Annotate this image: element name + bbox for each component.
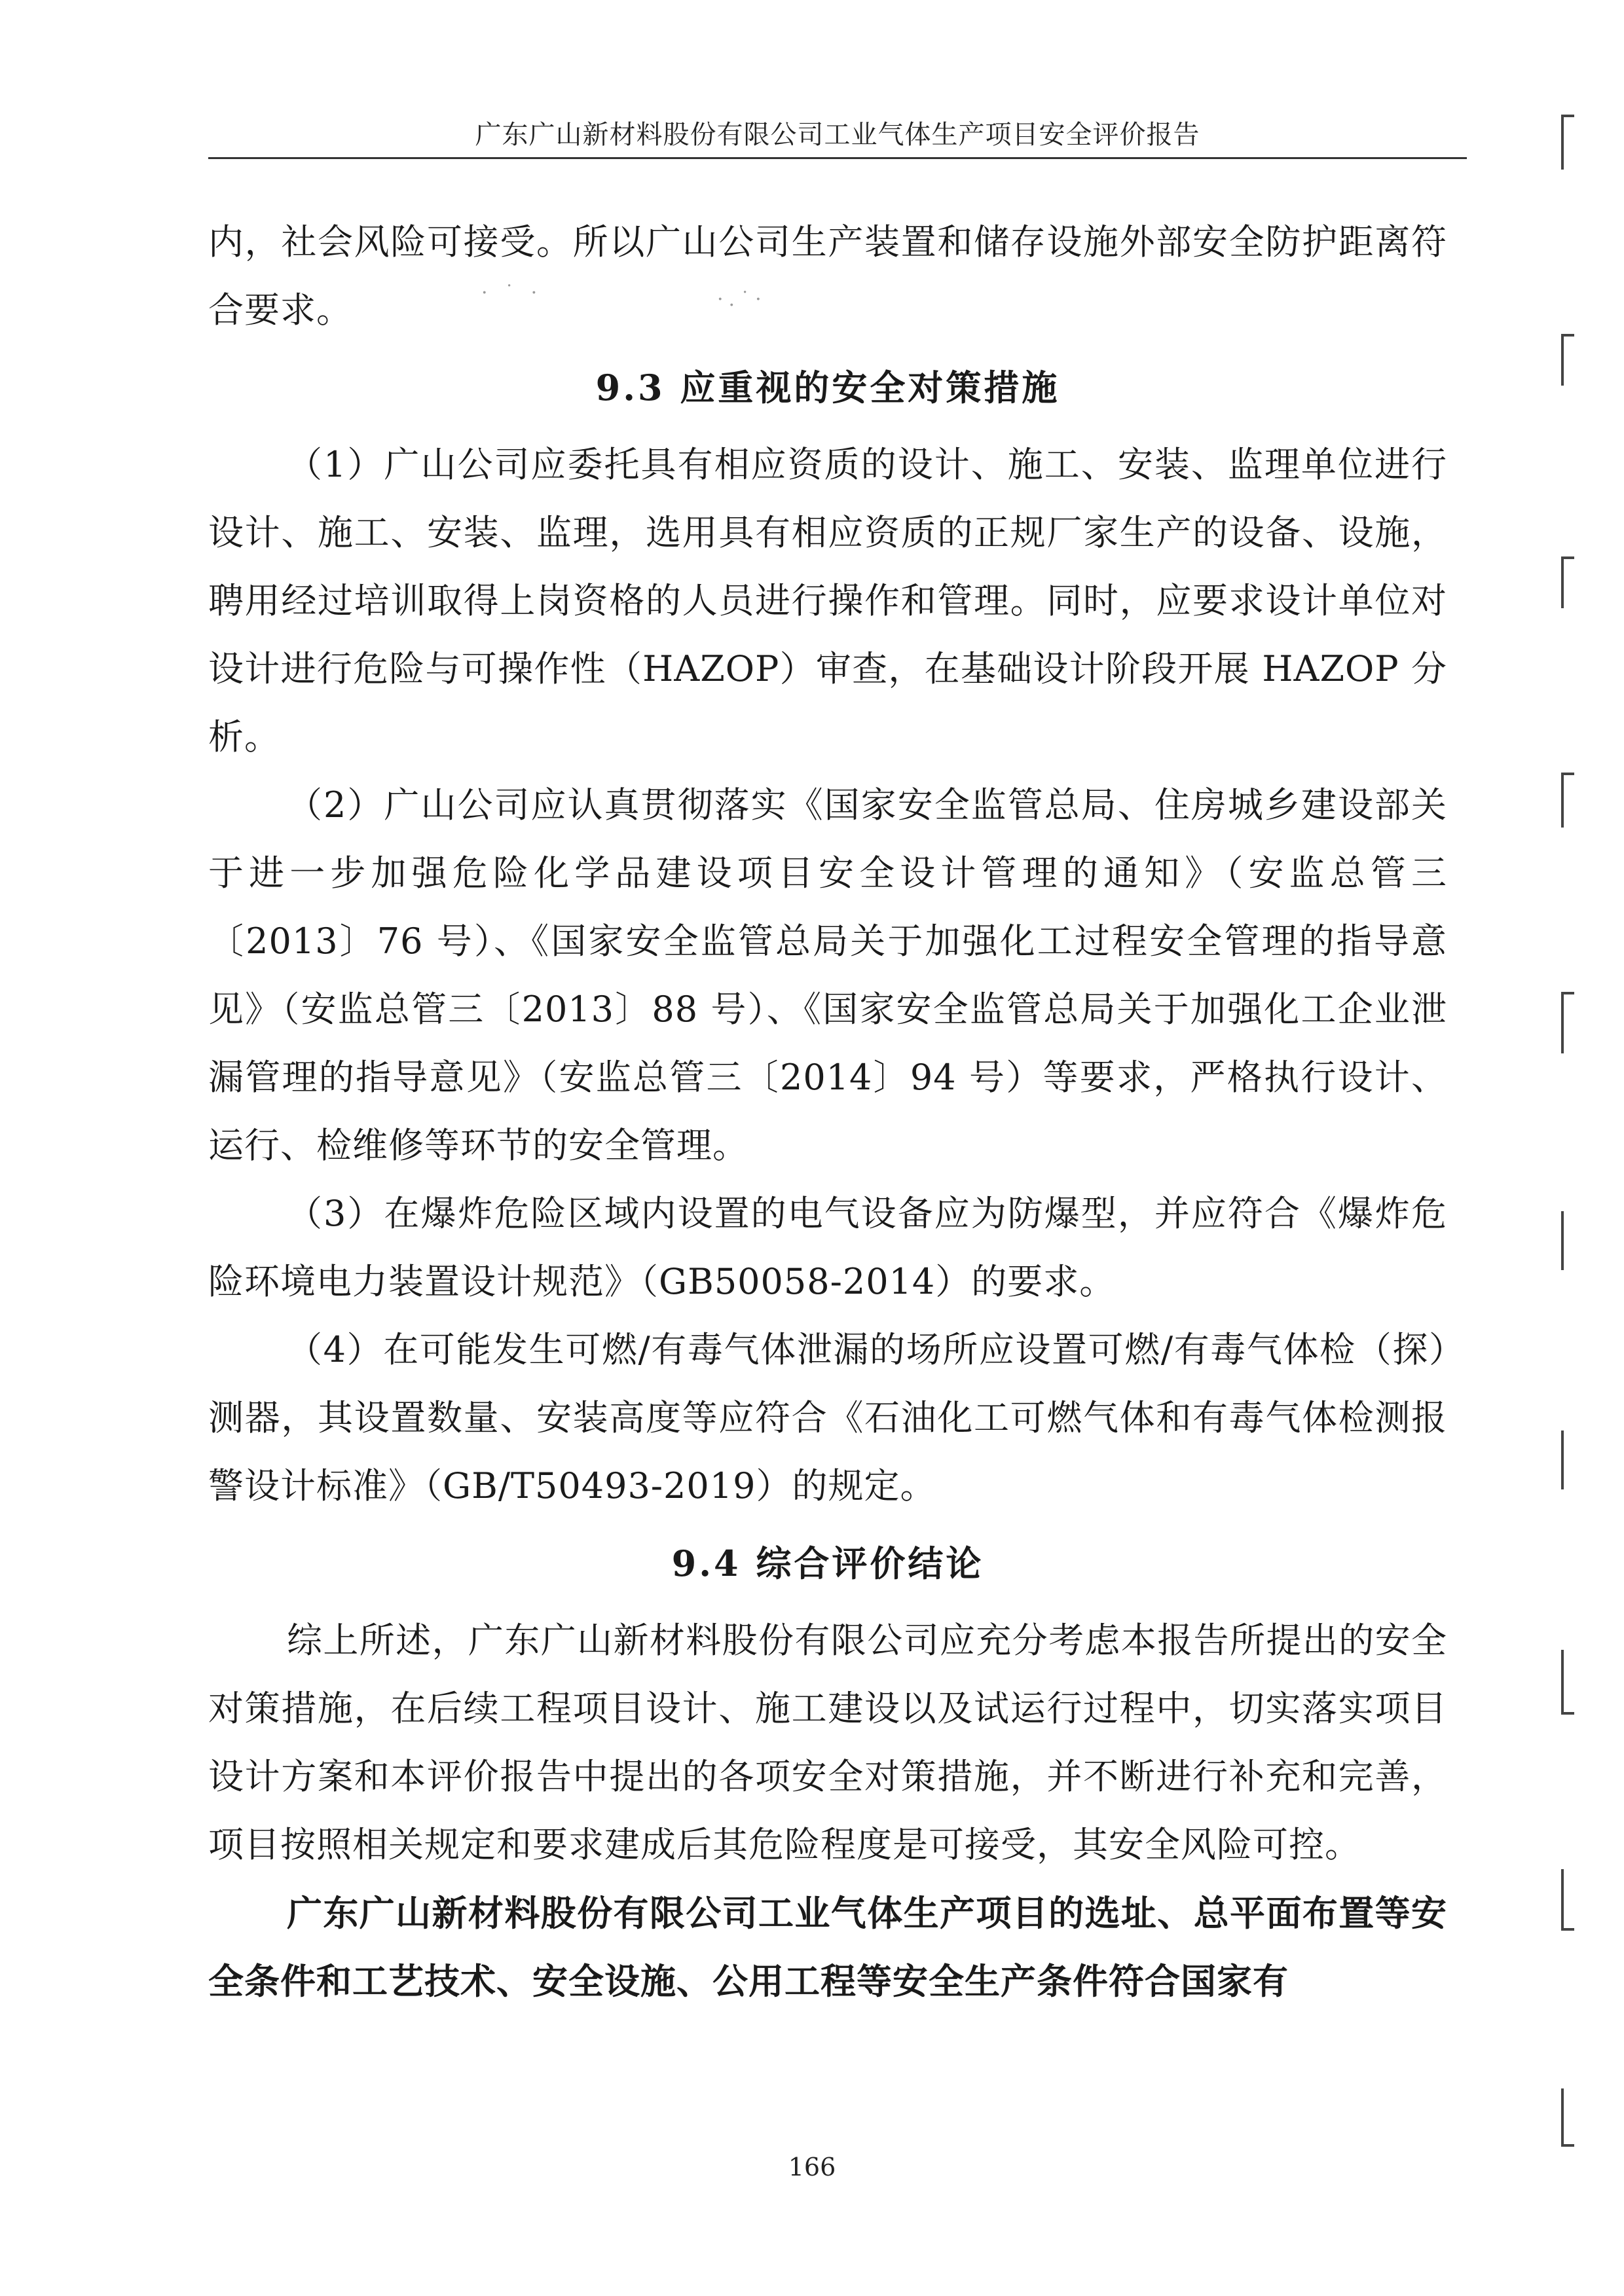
measure-item-2: （2）广山公司应认真贯彻落实《国家安全监管总局、住房城乡建设部关于进一步加强危险化学品建设项目安全设计管理的通知》（安监总管三〔2013〕76 号）、《国家安全监管总局关于加强化工过程安全管理的指导意见》（安监总管三〔2013〕88 号）、《国家安全监管总局关于加强化工企业泄漏管理的指导意见》（安监总管三〔2014〕94 号）等要求，严格执行设计、运行、检维修等环节的安全管理。: [208, 784, 1447, 1166]
section-9-3-title: 9.3 应重视的安全对策措施: [595, 367, 1060, 409]
binding-mark: [1561, 334, 1574, 386]
binding-mark: [1561, 1430, 1574, 1489]
binding-mark: [1561, 773, 1574, 828]
measure-item-1: （1）广山公司应委托具有相应资质的设计、施工、安装、监理单位进行设计、施工、安装、监理，选用具有相应资质的正规厂家生产的设备、设施，聘用经过培训取得上岗资格的人员进行操作和管理。同时，应要求设计单位对设计进行危险与可操作性（HAZOP）审查，在基础设计阶段开展 HAZOP 分析。: [208, 444, 1447, 757]
scan-speckle: ·.˙·: [717, 288, 767, 311]
binding-mark: [1561, 1650, 1574, 1715]
intro-paragraph: 内，社会风险可接受。所以广山公司生产装置和储存设施外部安全防护距离符合要求。: [208, 221, 1447, 331]
measure-item-4: （4）在可能发生可燃/有毒气体泄漏的场所应设置可燃/有毒气体检（探）测器，其设置数量、安装高度等应符合《石油化工可燃气体和有毒气体检测报警设计标准》（GB/T50493-2019）的规定。: [208, 1329, 1447, 1506]
section-9-4-title: 9.4 综合评价结论: [671, 1542, 984, 1584]
binding-mark: [1561, 556, 1574, 608]
page-header: 广东广山新材料股份有限公司工业气体生产项目安全评价报告: [475, 120, 1200, 150]
scan-speckle: · ˙ ·: [481, 282, 543, 304]
document-body: [208, 208, 1447, 2015]
header-divider: [208, 157, 1467, 159]
final-conclusion-paragraph: 广东广山新材料股份有限公司工业气体生产项目的选址、总平面布置等安全条件和工艺技术、安全设施、公用工程等安全生产条件符合国家有: [208, 1892, 1447, 2002]
binding-mark: [1561, 115, 1574, 170]
page-number: 166: [788, 2153, 836, 2181]
binding-mark: [1561, 2088, 1574, 2147]
binding-mark: [1561, 992, 1574, 1053]
evaluation-summary-paragraph: 综上所述，广东广山新材料股份有限公司应充分考虑本报告所提出的安全对策措施，在后续工程项目设计、施工建设以及试运行过程中，切实落实项目设计方案和本评价报告中提出的各项安全对策措施，并不断进行补充和完善，项目按照相关规定和要求建成后其危险程度是可接受，其安全风险可控。: [208, 1620, 1447, 1865]
measure-item-3: （3）在爆炸危险区域内设置的电气设备应为防爆型，并应符合《爆炸危险环境电力装置设计规范》（GB50058-2014）的要求。: [208, 1193, 1447, 1302]
binding-mark: [1561, 1869, 1574, 1931]
binding-mark: [1561, 1211, 1574, 1270]
